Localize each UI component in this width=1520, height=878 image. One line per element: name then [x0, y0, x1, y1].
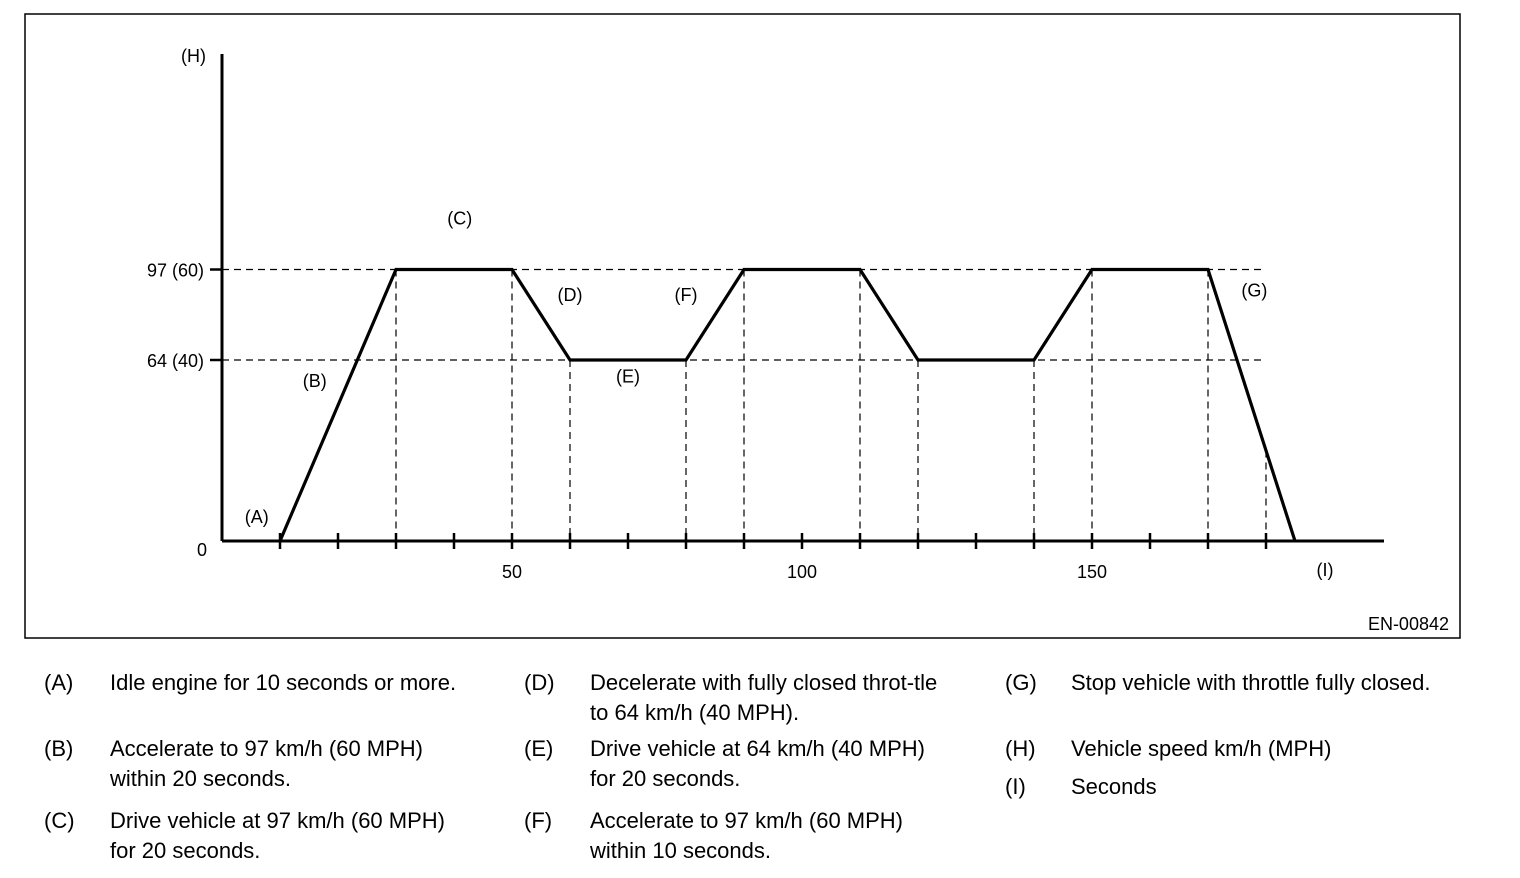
legend-text: Stop vehicle with throttle fully closed.: [1071, 670, 1431, 695]
segment-label: (F): [674, 285, 698, 306]
legend-key: (C): [44, 808, 75, 833]
y-tick-label: 64 (40): [146, 351, 204, 371]
legend-text: Accelerate to 97 km/h (60 MPH) within 20 seconds.: [110, 736, 424, 791]
segment-label: (D): [557, 285, 583, 306]
legend-key: (G): [1005, 670, 1037, 695]
legend-item: [44, 806, 470, 866]
series-layer: [280, 270, 1295, 542]
legend-key: (H): [1005, 736, 1036, 761]
segment-label: (G): [1241, 280, 1268, 301]
legend-key: (E): [524, 736, 554, 761]
legend-item: [524, 734, 950, 794]
legend-key: (D): [524, 670, 555, 695]
legend-text: Drive vehicle at 97 km/h (60 MPH) for 20 seconds.: [110, 808, 445, 863]
legend-text: Accelerate to 97 km/h (60 MPH) within 10 seconds.: [590, 808, 904, 863]
legend-text: Decelerate with fully closed throt-tle to 64 km/h (40 MPH).: [590, 670, 938, 725]
figure-code: EN-00842: [1367, 614, 1449, 634]
speed-profile-line: [280, 270, 1295, 542]
legend-item: [1005, 734, 1431, 764]
legend-text: Seconds: [1071, 774, 1157, 799]
legend-text: Drive vehicle at 64 km/h (40 MPH) for 20 seconds.: [590, 736, 925, 791]
segment-label: (A): [244, 506, 269, 527]
labels-layer: [245, 208, 1268, 527]
x-axis-label: (I): [1316, 560, 1334, 580]
legend-item: [1005, 772, 1431, 802]
legend-text: Vehicle speed km/h (MPH): [1071, 736, 1332, 761]
x-tick-label: 100: [786, 562, 818, 582]
x-tick-label: 50: [501, 562, 523, 582]
chart-border: [25, 14, 1460, 638]
segment-label: (E): [616, 366, 640, 387]
legend-key: (F): [524, 808, 553, 833]
legend-item: [524, 806, 950, 866]
segment-label: (C): [447, 208, 473, 229]
axes: [147, 46, 1384, 582]
legend-text: Idle engine for 10 seconds or more.: [110, 670, 457, 695]
legend-item: [44, 734, 470, 794]
y-tick-label: 0: [196, 540, 207, 560]
segment-label: (B): [302, 371, 327, 392]
y-axis-label: (H): [181, 46, 206, 66]
legend-item: [524, 668, 950, 728]
y-tick-label: 97 (60): [146, 260, 204, 281]
x-tick-label: 150: [1076, 562, 1108, 582]
legend-item: [1005, 668, 1431, 698]
legend-key: (I): [1005, 774, 1026, 799]
legend-item: [44, 668, 470, 698]
legend-key: (A): [44, 670, 74, 695]
legend: [0, 668, 1520, 878]
legend-key: (B): [44, 736, 74, 761]
